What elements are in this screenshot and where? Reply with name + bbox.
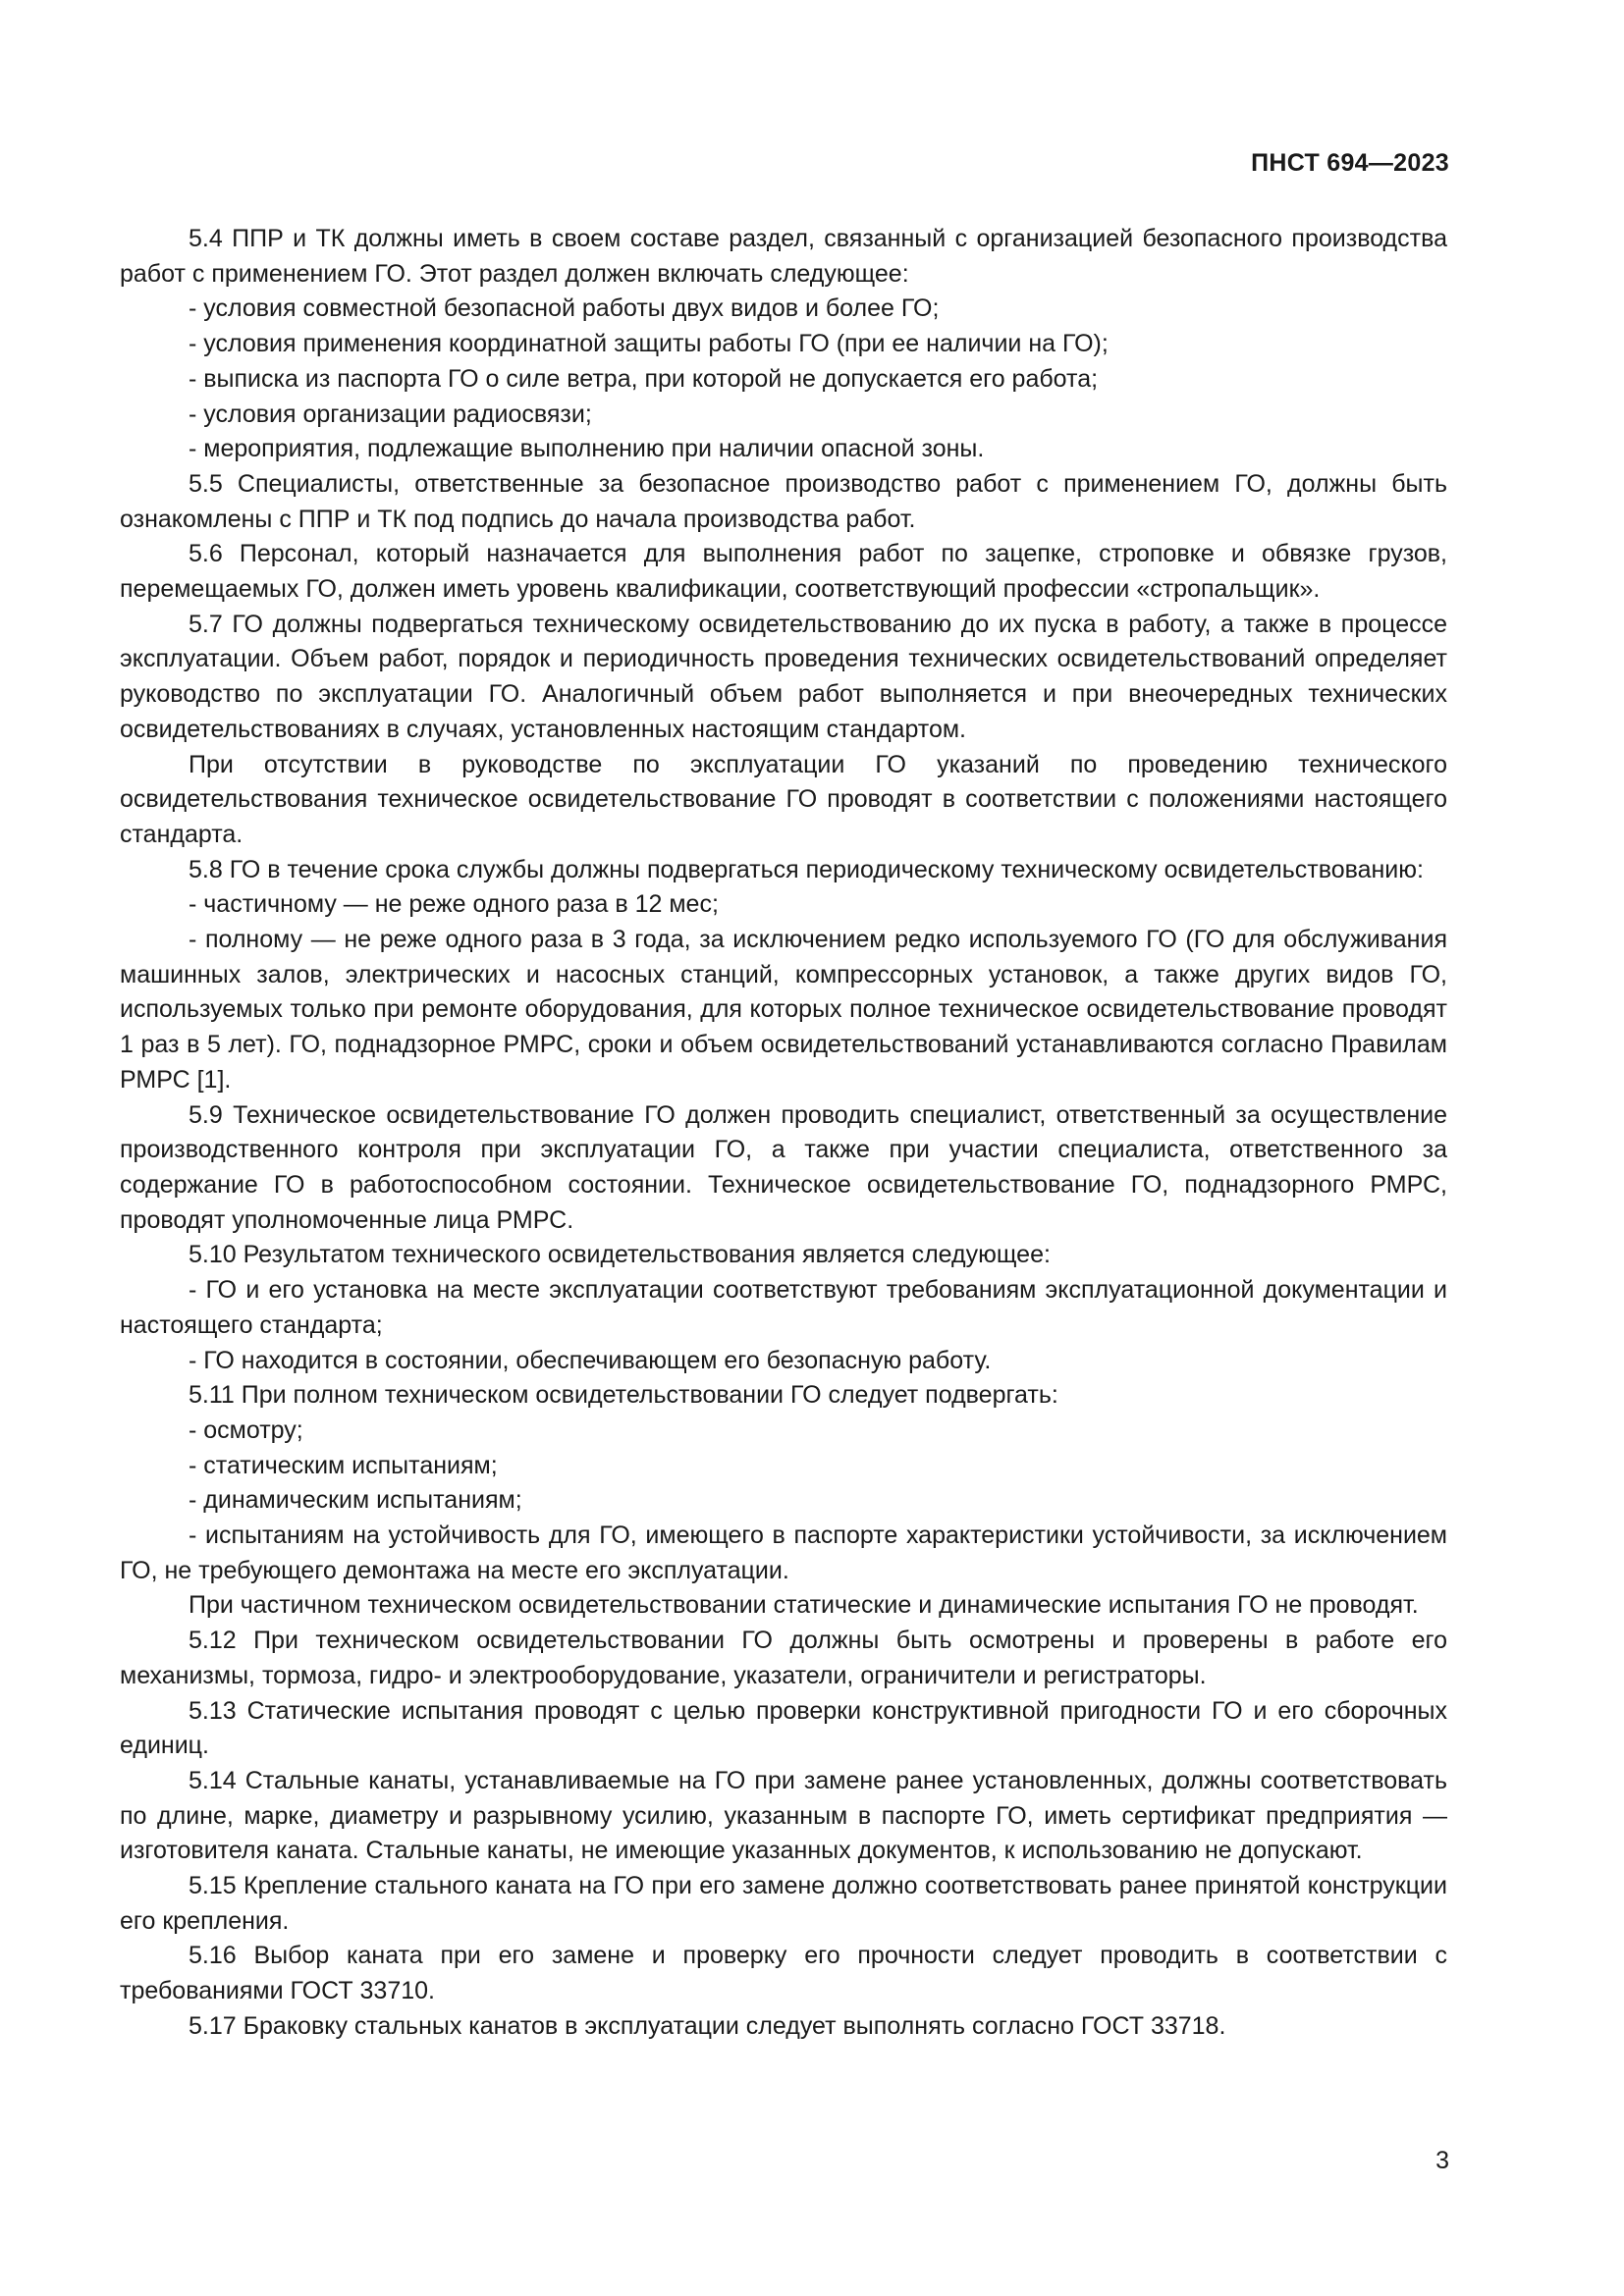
list-item: - выписка из паспорта ГО о силе ветра, при которой не допускается его работа; <box>189 364 1099 393</box>
paragraph-5-14: 5.14 Стальные канаты, устанавливаемые на ГО при замене ранее установленных, должны соответствовать по длине, марке, диаметру и разрывному усилию, указанным в паспорте ГО, иметь сертификат предприятия — изготовителя каната. Стальные канаты, не имеющие указанных документов, к использованию не допускают. <box>120 1766 1447 1865</box>
paragraph-5-8: 5.8 ГО в течение срока службы должны подвергаться периодическому техническому освидетельствованию: <box>189 855 1424 883</box>
paragraph-5-6: 5.6 Персонал, который назначается для выполнения работ по зацепке, строповке и обвязке грузов, перемещаемых ГО, должен иметь уровень квалификации, соответствующий профессии «стропальщик». <box>120 540 1447 604</box>
paragraph-5-5: 5.5 Специалисты, ответственные за безопасное производство работ с применением ГО, должны быть ознакомлены с ППР и ТК под подпись до начала производства работ. <box>120 469 1447 533</box>
list-item: - полному — не реже одного раза в 3 года, за исключением редко используемого ГО (ГО для обслуживания машинных залов, электрических и насосных станций, компрессорных установок, а также других видов ГО, используемых только при ремонте оборудования, для которых полное техническое освидетельствование проводят 1 раз в 5 лет). ГО, поднадзорное РМРС, сроки и объем освидетельствований устанавливаются согласно Правилам РМРС [1]. <box>120 926 1447 1094</box>
paragraph-5-7-note: При отсутствии в руководстве по эксплуатации ГО указаний по проведению технического освидетельствования техническое освидетельствование ГО проводят в соответствии с положениями настоящего стандарта. <box>120 750 1447 848</box>
paragraph-5-12: 5.12 При техническом освидетельствовании ГО должны быть осмотрены и проверены в работе его механизмы, тормоза, гидро- и электрооборудование, указатели, ограничители и регистраторы. <box>120 1627 1447 1689</box>
paragraph-5-7: 5.7 ГО должны подвергаться техническому освидетельствованию до их пуска в работу, а также в процессе эксплуатации. Объем работ, порядок и периодичность проведения технических освидетельствований определяет руководство по эксплуатации ГО. Аналогичный объем работ выполняется и при внеочередных технических освидетельствованиях в случаях, установленных настоящим стандартом. <box>120 610 1447 743</box>
paragraph-5-9: 5.9 Техническое освидетельствование ГО должен проводить специалист, ответственный за осуществление производственного контроля при эксплуатации ГО, а также при участии специалиста, ответственного за содержание ГО в работоспособном состоянии. Техническое освидетельствование ГО, поднадзорного РМРС, проводят уполномоченные лица РМРС. <box>120 1100 1447 1234</box>
document-code-header: ПНСТ 694—2023 <box>1251 149 1449 177</box>
list-item: - условия совместной безопасной работы двух видов и более ГО; <box>189 294 940 323</box>
list-item: - условия организации радиосвязи; <box>189 400 592 428</box>
paragraph-5-11: 5.11 При полном техническом освидетельствовании ГО следует подвергать: <box>189 1381 1058 1410</box>
paragraph-5-10: 5.10 Результатом технического освидетельствования является следующее: <box>189 1241 1051 1269</box>
list-item: - осмотру; <box>189 1415 303 1444</box>
list-item: - частичному — не реже одного раза в 12 мес; <box>189 890 719 919</box>
paragraph-5-16: 5.16 Выбор каната при его замене и проверку его прочности следует проводить в соответствии с требованиями ГОСТ 33710. <box>120 1942 1447 2005</box>
page-number: 3 <box>1435 2147 1449 2174</box>
list-item: - условия применения координатной защиты работы ГО (при ее наличии на ГО); <box>189 330 1109 358</box>
list-item: - статическим испытаниям; <box>189 1451 498 1479</box>
paragraph-5-15: 5.15 Крепление стального каната на ГО при его замене должно соответствовать ранее принятой конструкции его крепления. <box>120 1872 1447 1935</box>
list-item: - мероприятия, подлежащие выполнению при наличии опасной зоны. <box>189 435 985 463</box>
paragraph-5-11-note: При частичном техническом освидетельствовании статические и динамические испытания ГО не проводят. <box>189 1591 1419 1620</box>
list-item: - ГО и его установка на месте эксплуатации соответствуют требованиям эксплуатационной документации и настоящего стандарта; <box>120 1276 1447 1339</box>
list-item: - динамическим испытаниям; <box>189 1486 522 1515</box>
paragraph-5-17: 5.17 Браковку стальных канатов в эксплуатации следует выполнять согласно ГОСТ 33718. <box>189 2011 1226 2040</box>
document-body <box>120 222 1447 2045</box>
list-item: - испытаниям на устойчивость для ГО, имеющего в паспорте характеристики устойчивости, за исключением ГО, не требующего демонтажа на месте его эксплуатации. <box>120 1522 1447 1584</box>
paragraph-5-13: 5.13 Статические испытания проводят с целью проверки конструктивной пригодности ГО и его сборочных единиц. <box>120 1696 1447 1760</box>
list-item: - ГО находится в состоянии, обеспечивающем его безопасную работу. <box>189 1346 992 1374</box>
paragraph-5-4: 5.4 ППР и ТК должны иметь в своем составе раздел, связанный с организацией безопасного производства работ с применением ГО. Этот раздел должен включать следующее: <box>120 225 1447 288</box>
